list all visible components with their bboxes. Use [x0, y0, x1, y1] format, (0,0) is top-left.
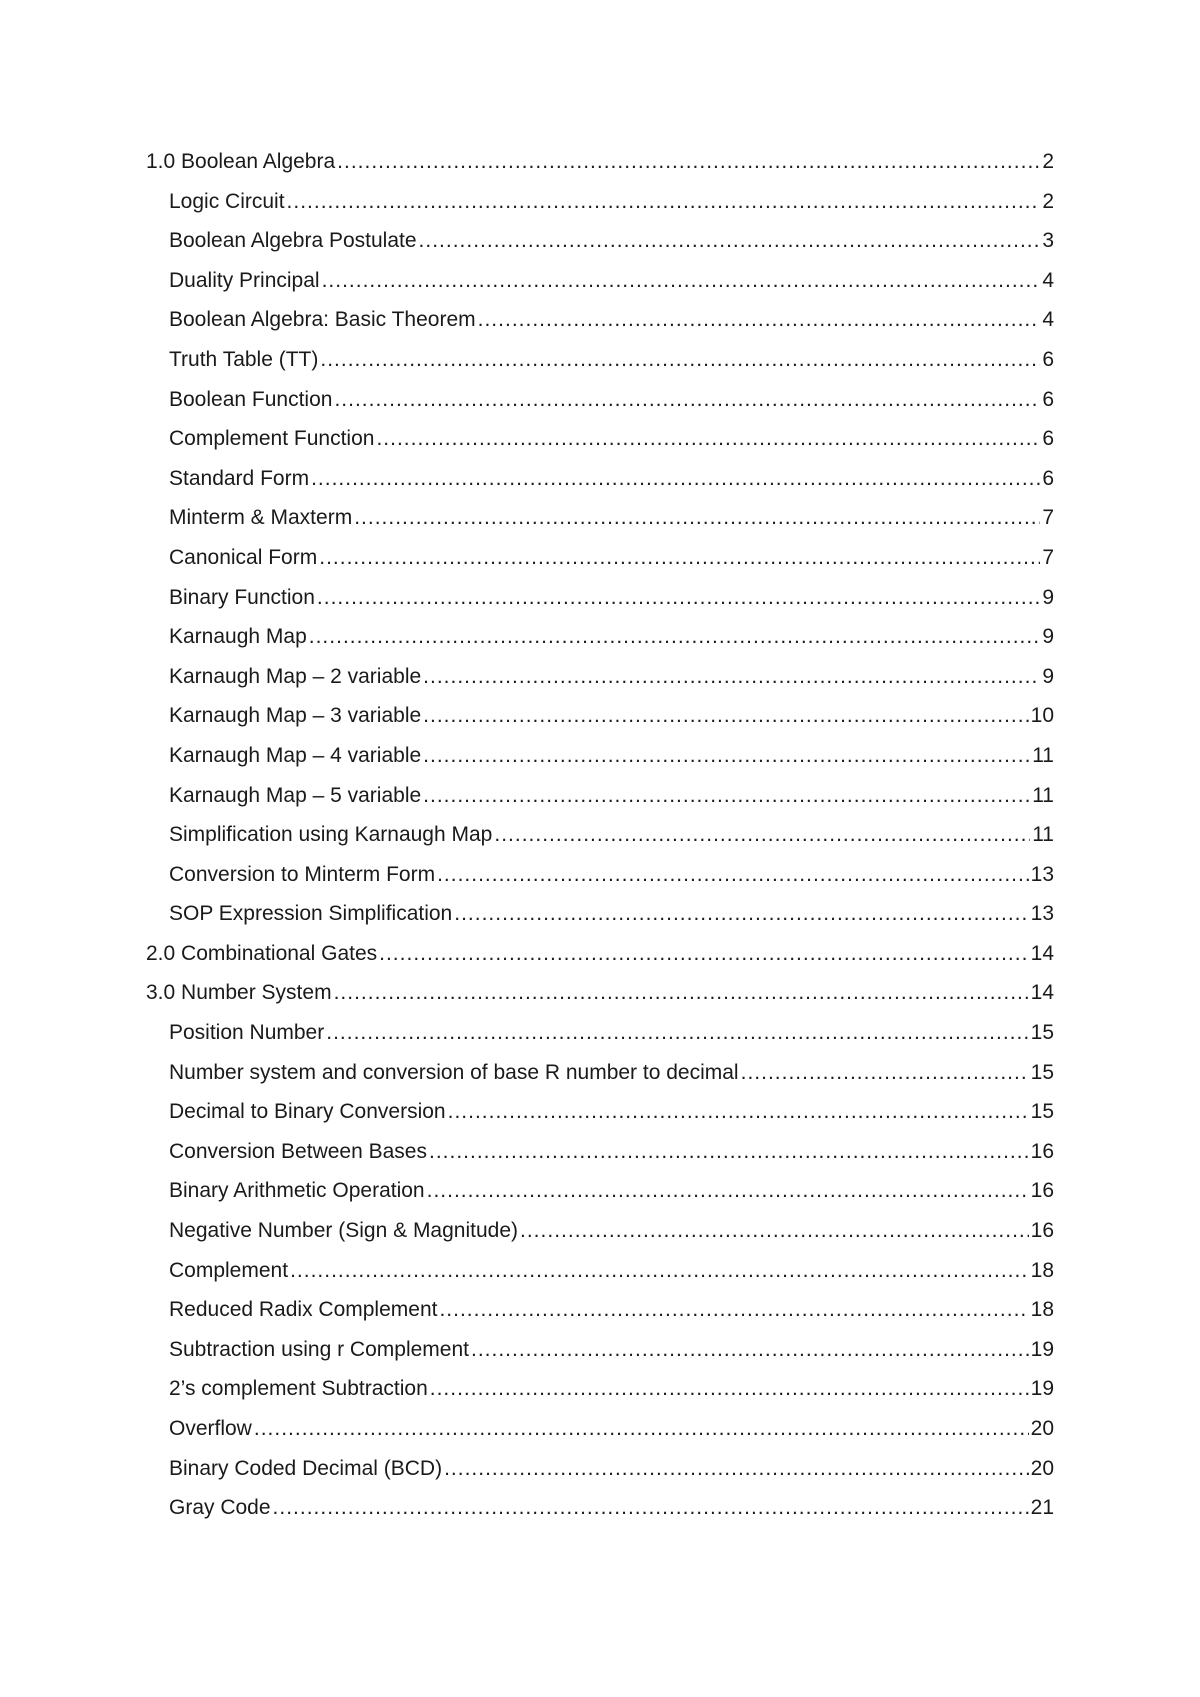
- toc-subsection-entry[interactable]: [146, 1171, 1054, 1211]
- toc-dot-leader: [423, 657, 1040, 697]
- toc-entry-page-number: 20: [1030, 1417, 1054, 1440]
- toc-entry-page-number: 16: [1030, 1219, 1054, 1243]
- toc-entry-page-number: 4: [1042, 308, 1054, 332]
- toc-dot-leader: [309, 617, 1041, 657]
- toc-entry-title: Karnaugh Map – 5 variable: [169, 783, 422, 807]
- toc-dot-leader: [741, 1053, 1029, 1093]
- toc-entry-title: Karnaugh Map – 2 variable: [169, 664, 422, 688]
- toc-entry-title: Negative Number (Sign & Magnitude): [169, 1219, 519, 1243]
- toc-dot-leader: [334, 380, 1040, 420]
- toc-dot-leader: [423, 736, 1030, 776]
- toc-entry-page-number: 6: [1042, 466, 1054, 490]
- toc-dot-leader: [337, 142, 1040, 182]
- toc-dot-leader: [254, 1409, 1029, 1449]
- table-of-contents: [146, 142, 1054, 1528]
- toc-entry-page-number: 15: [1030, 1100, 1054, 1124]
- toc-entry-page-number: 19: [1030, 1377, 1054, 1401]
- toc-dot-leader: [287, 182, 1041, 222]
- toc-entry-page-number: 15: [1030, 1060, 1054, 1084]
- toc-subsection-entry[interactable]: [146, 1053, 1054, 1093]
- toc-entry-title: Karnaugh Map – 3 variable: [169, 704, 422, 728]
- toc-entry-page-number: 7: [1042, 506, 1054, 530]
- toc-subsection-entry[interactable]: [146, 894, 1054, 934]
- toc-dot-leader: [311, 459, 1040, 499]
- toc-dot-leader: [322, 261, 1041, 301]
- toc-dot-leader: [273, 1488, 1029, 1528]
- toc-entry-page-number: 9: [1042, 625, 1054, 649]
- toc-entry-title: Karnaugh Map: [169, 625, 307, 649]
- toc-subsection-entry[interactable]: [146, 1330, 1054, 1370]
- toc-dot-leader: [429, 1132, 1029, 1172]
- toc-subsection-entry[interactable]: [146, 1290, 1054, 1330]
- toc-dot-leader: [520, 1211, 1029, 1251]
- toc-subsection-entry[interactable]: [146, 1409, 1054, 1449]
- toc-dot-leader: [437, 855, 1029, 895]
- toc-subsection-entry[interactable]: [146, 419, 1054, 459]
- toc-subsection-entry[interactable]: [146, 1369, 1054, 1409]
- toc-entry-page-number: 16: [1030, 1139, 1054, 1163]
- toc-entry-title: Standard Form: [169, 466, 310, 490]
- toc-entry-page-number: 11: [1032, 743, 1054, 767]
- toc-subsection-entry[interactable]: [146, 1488, 1054, 1528]
- toc-entry-page-number: 4: [1042, 268, 1054, 292]
- toc-entry-title: Canonical Form: [169, 545, 318, 569]
- toc-entry-page-number: 11: [1032, 783, 1054, 807]
- toc-entry-title: Binary Function: [169, 585, 315, 609]
- toc-entry-title: Overflow: [169, 1417, 252, 1440]
- toc-subsection-entry[interactable]: [146, 300, 1054, 340]
- toc-subsection-entry[interactable]: [146, 1092, 1054, 1132]
- toc-dot-leader: [427, 1171, 1029, 1211]
- toc-dot-leader: [419, 221, 1041, 261]
- toc-subsection-entry[interactable]: [146, 696, 1054, 736]
- toc-entry-page-number: 9: [1042, 664, 1054, 688]
- toc-entry-page-number: 6: [1042, 347, 1054, 371]
- toc-subsection-entry[interactable]: [146, 459, 1054, 499]
- toc-entry-page-number: 16: [1030, 1179, 1054, 1203]
- toc-dot-leader: [317, 578, 1040, 618]
- toc-subsection-entry[interactable]: [146, 340, 1054, 380]
- toc-dot-leader: [478, 300, 1041, 340]
- toc-subsection-entry[interactable]: [146, 1132, 1054, 1172]
- toc-subsection-entry[interactable]: [146, 261, 1054, 301]
- toc-subsection-entry[interactable]: [146, 221, 1054, 261]
- toc-entry-page-number: 10: [1030, 704, 1054, 728]
- toc-dot-leader: [454, 894, 1028, 934]
- toc-entry-title: Complement: [169, 1258, 289, 1282]
- toc-entry-title: Simplification using Karnaugh Map: [169, 823, 493, 847]
- toc-entry-title: Minterm & Maxterm: [169, 506, 353, 530]
- toc-entry-title: Complement Function: [169, 427, 375, 451]
- toc-entry-page-number: 21: [1030, 1496, 1054, 1520]
- toc-entry-page-number: 6: [1042, 427, 1054, 451]
- toc-subsection-entry[interactable]: [146, 1251, 1054, 1291]
- toc-dot-leader: [334, 973, 1029, 1013]
- toc-entry-title: Number system and conversion of base R number to decimal: [169, 1060, 739, 1084]
- toc-entry-page-number: 15: [1030, 1021, 1054, 1045]
- toc-subsection-entry[interactable]: [146, 815, 1054, 855]
- toc-dot-leader: [423, 696, 1028, 736]
- toc-entry-title: Reduced Radix Complement: [169, 1298, 438, 1322]
- toc-entry-title: 3.0 Number System: [146, 981, 332, 1005]
- toc-dot-leader: [376, 419, 1040, 459]
- toc-subsection-entry[interactable]: [146, 1013, 1054, 1053]
- toc-entry-title: Subtraction using r Complement: [169, 1337, 469, 1361]
- toc-section-entry[interactable]: [146, 973, 1054, 1013]
- toc-dot-leader: [471, 1330, 1029, 1370]
- toc-entry-title: Karnaugh Map – 4 variable: [169, 743, 422, 767]
- toc-entry-page-number: 11: [1032, 823, 1054, 847]
- toc-section-entry[interactable]: [146, 934, 1054, 974]
- toc-section-entry[interactable]: [146, 142, 1054, 182]
- toc-dot-leader: [319, 538, 1040, 578]
- toc-entry-page-number: 20: [1030, 1456, 1054, 1480]
- toc-dot-leader: [444, 1449, 1029, 1489]
- toc-entry-page-number: 19: [1030, 1337, 1054, 1361]
- toc-entry-title: Position Number: [169, 1021, 325, 1045]
- toc-entry-page-number: 14: [1030, 981, 1054, 1005]
- toc-dot-leader: [494, 815, 1030, 855]
- toc-entry-title: 2’s complement Subtraction: [169, 1377, 428, 1401]
- toc-entry-title: Decimal to Binary Conversion: [169, 1100, 446, 1124]
- toc-entry-title: Binary Arithmetic Operation: [169, 1179, 425, 1203]
- toc-entry-page-number: 2: [1042, 150, 1054, 173]
- toc-dot-leader: [423, 776, 1030, 816]
- toc-entry-page-number: 18: [1030, 1298, 1054, 1322]
- toc-entry-title: Boolean Algebra: Basic Theorem: [169, 308, 476, 332]
- toc-entry-title: Gray Code: [169, 1496, 271, 1520]
- toc-subsection-entry[interactable]: [146, 1211, 1054, 1251]
- toc-entry-page-number: 13: [1030, 862, 1054, 886]
- toc-dot-leader: [430, 1369, 1029, 1409]
- toc-subsection-entry[interactable]: [146, 380, 1054, 420]
- toc-dot-leader: [354, 498, 1040, 538]
- toc-entry-page-number: 3: [1042, 229, 1054, 253]
- toc-entry-page-number: 7: [1042, 545, 1054, 569]
- toc-subsection-entry[interactable]: [146, 498, 1054, 538]
- toc-entry-title: Conversion to Minterm Form: [169, 862, 436, 886]
- toc-entry-title: Binary Coded Decimal (BCD): [169, 1456, 443, 1480]
- toc-dot-leader: [379, 934, 1029, 974]
- toc-entry-title: Conversion Between Bases: [169, 1139, 427, 1163]
- toc-subsection-entry[interactable]: [146, 1449, 1054, 1489]
- toc-subsection-entry[interactable]: [146, 617, 1054, 657]
- toc-entry-title: Duality Principal: [169, 268, 320, 292]
- toc-entry-page-number: 2: [1042, 189, 1054, 213]
- toc-entry-page-number: 6: [1042, 387, 1054, 411]
- toc-dot-leader: [326, 1013, 1028, 1053]
- toc-entry-page-number: 14: [1030, 941, 1054, 965]
- toc-subsection-entry[interactable]: [146, 538, 1054, 578]
- toc-dot-leader: [448, 1092, 1029, 1132]
- toc-entry-title: Truth Table (TT): [169, 347, 319, 371]
- toc-entry-title: 2.0 Combinational Gates: [146, 941, 378, 965]
- toc-dot-leader: [290, 1251, 1029, 1291]
- toc-dot-leader: [320, 340, 1040, 380]
- toc-subsection-entry[interactable]: [146, 776, 1054, 816]
- toc-entry-title: Boolean Algebra Postulate: [169, 229, 417, 253]
- toc-subsection-entry[interactable]: [146, 855, 1054, 895]
- toc-entry-title: SOP Expression Simplification: [169, 902, 453, 926]
- toc-entry-title: Boolean Function: [169, 387, 333, 411]
- toc-subsection-entry[interactable]: [146, 182, 1054, 222]
- toc-subsection-entry[interactable]: [146, 578, 1054, 618]
- toc-dot-leader: [439, 1290, 1028, 1330]
- toc-subsection-entry[interactable]: [146, 736, 1054, 776]
- toc-entry-page-number: 18: [1030, 1258, 1054, 1282]
- toc-entry-page-number: 9: [1042, 585, 1054, 609]
- toc-entry-page-number: 13: [1030, 902, 1054, 926]
- toc-subsection-entry[interactable]: [146, 657, 1054, 697]
- toc-entry-title: 1.0 Boolean Algebra: [146, 150, 336, 173]
- toc-entry-title: Logic Circuit: [169, 189, 285, 213]
